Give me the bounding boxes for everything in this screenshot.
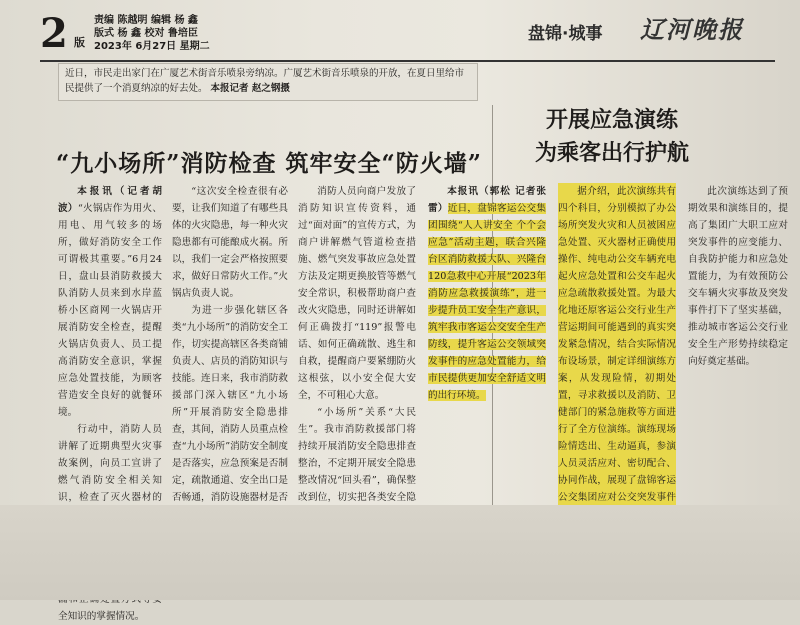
article1-paragraph-2: 行动中，消防人员讲解了近期典型火灾事故案例，向员工宣讲了燃气消防安全相关知识，检查了灭火器材的 全知识的掌握情况。	[58, 424, 162, 622]
caption-credit: 本报记者 赵之钢摄	[210, 83, 290, 94]
caption-text: 近日，市民走出家门在广厦艺术街音乐喷泉旁纳凉。广厦艺术街音乐喷泉的开放，在夏日里给市民提供了一个消夏纳凉的好去处。	[65, 68, 465, 94]
article2-column-3	[688, 183, 788, 501]
article1-paragraph-6: “小场所”关系“大民生”。我市消防救援部门将持续开展消防安全隐患排查整治，不定期开展安全隐患整改情况“回头看”，确保整改到位，切实把各类安全隐	[298, 407, 416, 503]
article2-paragraph-3: 此次演练达到了预期效果和演练目的，提高了集团广大职工应对突发事件的应变能力、自我防护能力和应急处置能力，为有效预防公交车辆火灾事故及突发事件打下了坚实基础，推动城市客运公交行业安全生产形势持续稳定向好奠定基础。	[688, 186, 788, 367]
staff-info	[94, 14, 210, 53]
article1-lead: 本报讯（记者胡波）	[58, 186, 162, 214]
article1-paragraph-1: “火锅店作为用火、用电、用气较多的场所，做好消防安全工作可谓极其重要。”6月24日，盘山县消防救援大队消防人员来到水岸蓝桥小区商网一火锅店开展消防安全检查，提醒火锅店负责人、员工提高消防安全意识，掌握应急处置技能，为顾客营造安全良好的就餐环境。	[58, 203, 163, 418]
section-name: 盘锦·城事	[528, 24, 603, 44]
article2-headline-line2: 为乘客出行护航	[534, 141, 689, 166]
article2-headline-line1: 开展应急演练	[545, 108, 678, 133]
article1-headline: “九小场所”消防检查 筑牢安全“防火墙”	[56, 150, 482, 177]
page-suffix: 版	[74, 36, 85, 49]
article1-column-1	[58, 183, 163, 622]
staff-line-1: 责编 陈越明 编辑 杨 鑫	[94, 15, 198, 26]
article1-paragraph-5: 消防人员向商户发放了消防知识宣传资料，通过“面对面”的宣传方式，为商户讲解燃气管道检查措施、燃气突发事故应急处置方法及定期更换胶管等燃气安全常识，积极帮助商户查改火灾隐患，同时还讲解如何正确拨打“119”报警电话、如何正确疏散、逃生和自救，提醒商户要紧绷防火这根弦，以小安全促大安全，不可粗心大意。	[298, 186, 416, 401]
article1-column-3	[298, 183, 416, 501]
masthead-logo: 辽河晚报	[640, 15, 744, 44]
staff-line-2: 版式 杨 鑫 校对 鲁培臣	[94, 28, 198, 39]
article1-paragraph-3: “这次安全检查很有必要，让我们知道了有哪些具体的火灾隐患，每一种火灾隐患都有可能酿成火祸。所以，我们一定会严格按照要求，做好日常防火工作。”火锅店负责人说。	[172, 186, 288, 299]
page-number: 2	[40, 10, 68, 57]
article2-lead: 本报讯（郭松 记者张雷）	[428, 186, 546, 214]
issue-date: 2023年 6月27日 星期二	[94, 41, 210, 52]
header-rule	[40, 60, 775, 62]
page-bottom-shadow	[0, 505, 800, 600]
article1-paragraph-4: 为进一步强化辖区各类“九小场所”的消防安全工作，切实提高辖区各类商铺负责人、店员的消防知识与技能。连日来，我市消防救援部门深入辖区“九小场所”开展消防安全隐患排查，其间，消防人员重点检查“九小场所”消防安全制度是否落实，应急预案是否制定，疏散通道、安全出口是否畅通，消防设施器材是否	[172, 305, 288, 503]
article2-column-1	[428, 183, 546, 501]
article2-headline	[510, 104, 714, 170]
article2-paragraph-2: 据介绍，此次演练共有四个科目，分别模拟了办公场所突发火灾和人员被困应急处置、灭火器材正确使用操作、纯电动公交车辆充电起火应急处置和公交车起火应急疏散救援处置。为最大化地还原客运公交行业生产营运期间可能遇到的真实突发紧急情况，结合实际情况布设场景，制定详细演练方案，从发现险情，初期处置，寻求救援以及消防、卫健部门的紧急施救等方面进行了全方位演练。演练现场险情迭出、生动逼真，参演人员灵活应对、密切配合、协同作战，展现了盘锦客运公交集团应对公交突发事件	[558, 183, 676, 574]
photo-caption	[58, 63, 478, 101]
article2-column-2	[558, 183, 676, 501]
article1-column-2	[172, 183, 288, 501]
article2-paragraph-1: 近日，盘锦客运公交集团围绕“人人讲安全 个个会应急”活动主题，联合兴隆台区消防救援大队、兴隆台120急救中心开展“2023年消防应急救援演练”，进一步提升员工安全生产意识，筑牢我市客运公交安全生产防线，提升客运公交领域突发事件的应急处置能力，给市民提供更加安全舒适文明的出行环境。	[428, 203, 547, 401]
